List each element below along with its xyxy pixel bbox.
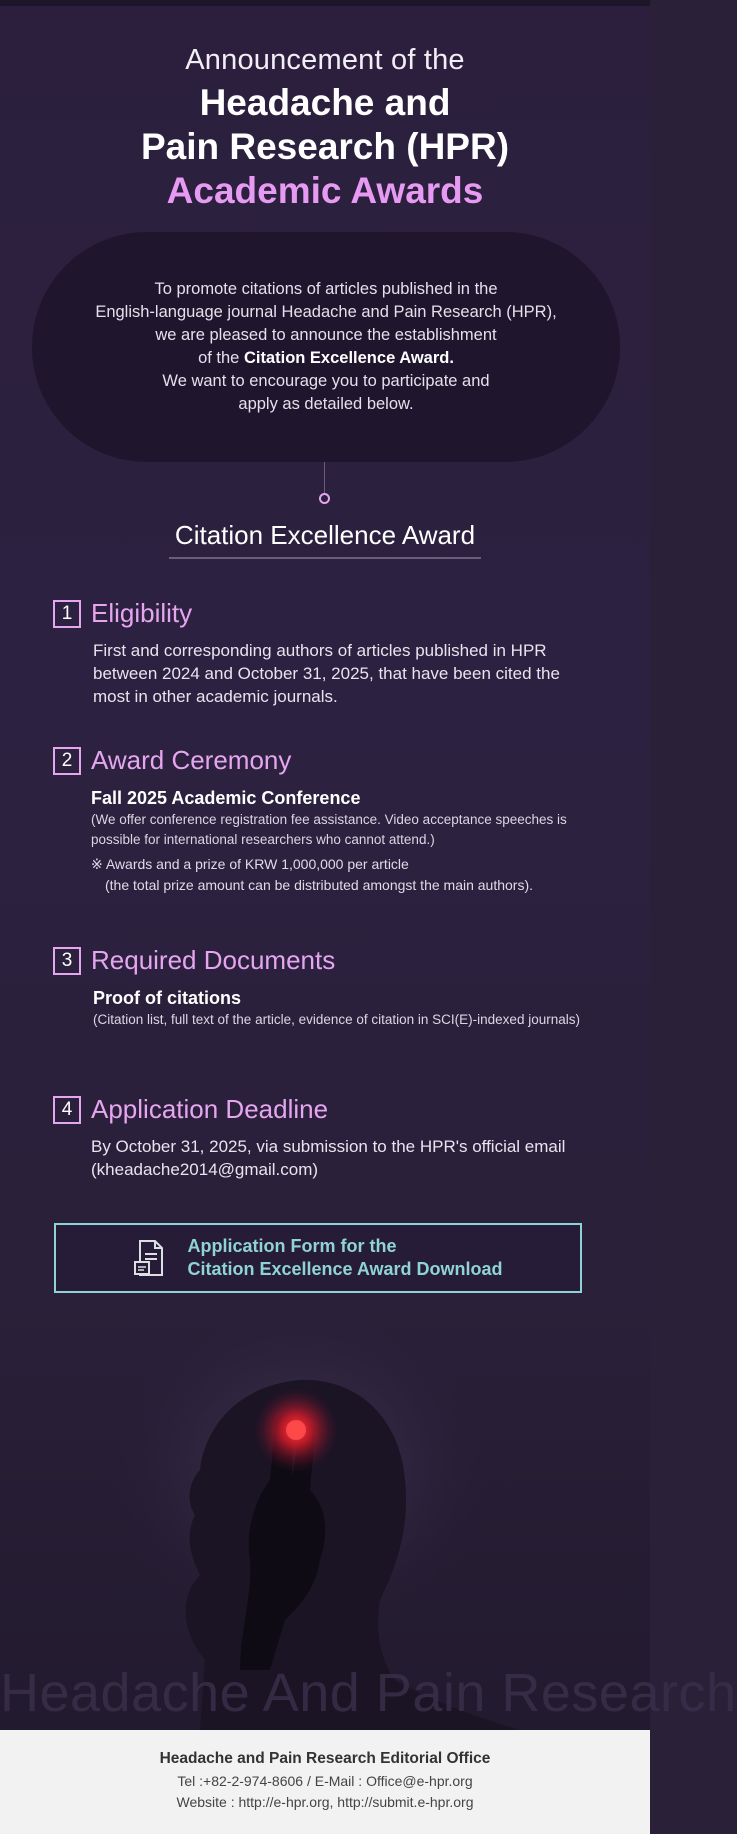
section-required-documents xyxy=(53,945,613,1030)
ceremony-detail: (We offer conference registration fee assistance. Video acceptance speeches is possible for international researchers who cannot attend.) xyxy=(91,812,567,847)
section-header xyxy=(53,1094,613,1125)
documents-detail: (Citation list, full text of the article, evidence of citation in SCI(E)-indexed journals) xyxy=(93,1012,580,1027)
connector-line-bottom xyxy=(324,462,325,496)
intro-line-5: We want to encourage you to participate and xyxy=(162,372,490,390)
section-number: 1 xyxy=(53,600,81,628)
intro-line-2: English-language journal Headache and Pain Research (HPR), xyxy=(95,303,557,321)
section-title: Application Deadline xyxy=(91,1094,329,1124)
intro-line-1: To promote citations of articles published in the xyxy=(154,280,498,298)
intro-line-3: we are pleased to announce the establishment xyxy=(155,326,497,344)
section-body xyxy=(53,639,613,708)
footer-website: Website : http://e-hpr.org, http://submit.e-hpr.org xyxy=(176,1794,474,1810)
prize-note-detail: (the total prize amount can be distributed amongst the main authors). xyxy=(105,877,534,893)
watermark-text: Headache And Pain Research xyxy=(0,1663,737,1723)
intro-award-name: Citation Excellence Award. xyxy=(243,349,454,367)
ceremony-subtitle: Fall 2025 Academic Conference xyxy=(91,788,361,808)
footer-title: Headache and Pain Research Editorial Office xyxy=(159,1750,491,1767)
deadline-text: By October 31, 2025, via submission to the HPR's official email (kheadache2014@gmail.com) xyxy=(91,1137,566,1179)
section-title: Award Ceremony xyxy=(91,745,292,775)
title-line-2: Headache and xyxy=(199,82,451,123)
download-label-line-2: Citation Excellence Award Download xyxy=(187,1259,503,1279)
intro-line-4-pre: of the xyxy=(198,349,244,367)
prize-note: ※ Awards and a prize of KRW 1,000,000 per article xyxy=(91,856,409,872)
download-form-button[interactable] xyxy=(54,1223,582,1293)
section-title: Required Documents xyxy=(91,945,336,975)
section-number: 2 xyxy=(53,747,81,775)
top-strip xyxy=(0,0,650,6)
intro-line-6: apply as detailed below. xyxy=(238,395,414,413)
title-block xyxy=(0,44,650,213)
section-title: Eligibility xyxy=(91,598,193,628)
intro-pill xyxy=(32,232,620,462)
section-body xyxy=(53,1135,613,1181)
section-award-ceremony xyxy=(53,745,613,896)
award-heading xyxy=(0,520,650,559)
section-body xyxy=(53,786,613,896)
eligibility-text: First and corresponding authors of articles published in HPR between 2024 and October 31, 2025, that have been cited the most in other academic journals. xyxy=(93,641,560,706)
title-line-4: Academic Awards xyxy=(166,170,484,211)
section-number: 4 xyxy=(53,1096,81,1124)
section-header xyxy=(53,598,613,629)
footer xyxy=(0,1730,650,1834)
footer-contact: Tel :+82-2-974-8606 / E-Mail : Office@e-hpr.org xyxy=(177,1773,473,1789)
document-icon xyxy=(133,1238,167,1278)
connector-dot-bottom xyxy=(319,493,330,504)
section-header xyxy=(53,945,613,976)
section-number: 3 xyxy=(53,947,81,975)
award-heading-text: Citation Excellence Award xyxy=(169,520,481,559)
download-label-line-1: Application Form for the xyxy=(187,1236,397,1256)
documents-subtitle: Proof of citations xyxy=(93,988,241,1008)
section-eligibility xyxy=(53,598,613,708)
section-header xyxy=(53,745,613,776)
intro-line-4 xyxy=(198,347,454,370)
section-body xyxy=(53,986,613,1030)
download-label xyxy=(187,1235,502,1281)
title-line-3: Pain Research (HPR) xyxy=(140,126,510,167)
title-line-1: Announcement of the xyxy=(185,44,465,76)
section-application-deadline xyxy=(53,1094,613,1181)
